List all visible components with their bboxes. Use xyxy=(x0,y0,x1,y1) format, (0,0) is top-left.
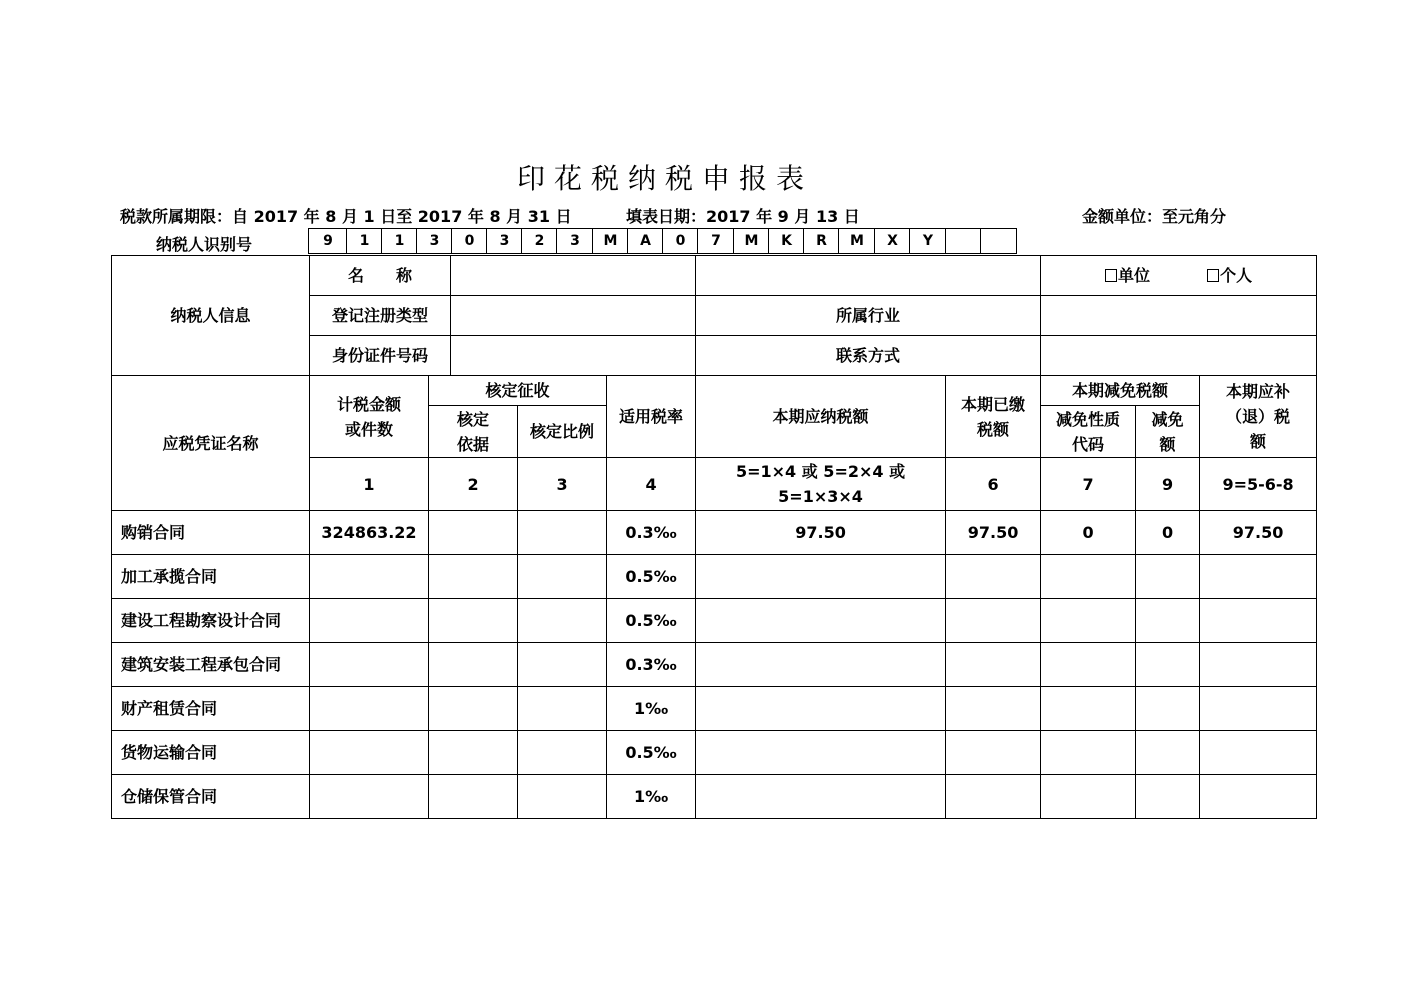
relief-amount-cell[interactable] xyxy=(1136,731,1200,775)
name-field[interactable] xyxy=(451,256,696,296)
assessed-basis-cell[interactable] xyxy=(429,731,518,775)
contact-label: 联系方式 xyxy=(696,336,1041,376)
refund-cell[interactable] xyxy=(1200,643,1317,687)
relief-amount-cell[interactable] xyxy=(1136,687,1200,731)
id-doc-label: 身份证件号码 xyxy=(310,336,451,376)
refund-cell[interactable] xyxy=(1200,555,1317,599)
taxpayer-id-char-box[interactable]: K xyxy=(768,228,804,254)
col-refund-line2: （退）税 xyxy=(1226,407,1291,426)
voucher-name-cell: 加工承揽合同 xyxy=(112,555,310,599)
col-payable: 本期应纳税额 xyxy=(696,376,946,458)
assessed-ratio-cell[interactable] xyxy=(518,731,607,775)
rate-cell: 0.5‰ xyxy=(607,599,696,643)
refund-cell[interactable] xyxy=(1200,687,1317,731)
col-assessed: 核定征收 xyxy=(429,376,607,406)
col-amount-line1: 计税金额 xyxy=(336,394,401,414)
table-row xyxy=(112,599,1317,643)
relief-code-cell[interactable] xyxy=(1041,599,1136,643)
taxpayer-type-options xyxy=(1041,256,1317,296)
rate-cell: 1‰ xyxy=(607,687,696,731)
paid-cell[interactable] xyxy=(946,687,1041,731)
taxpayer-id-char-box[interactable]: 3 xyxy=(556,228,593,254)
rate-cell: 0.3‰ xyxy=(607,643,696,687)
assessed-basis-cell[interactable] xyxy=(429,687,518,731)
taxpayer-id-char-box[interactable]: M xyxy=(592,228,628,254)
relief-code-cell[interactable] xyxy=(1041,643,1136,687)
taxpayer-id-char-box[interactable]: 1 xyxy=(346,228,382,254)
assessed-basis-cell[interactable] xyxy=(429,643,518,687)
col-relief-code xyxy=(1041,406,1136,458)
taxpayer-id-char-box[interactable]: M xyxy=(733,228,769,254)
voucher-name-cell: 仓储保管合同 xyxy=(112,775,310,819)
name-label: 名 称 xyxy=(310,256,451,296)
table-row xyxy=(112,731,1317,775)
col-assessed-ratio: 核定比例 xyxy=(518,406,607,458)
payable-cell[interactable] xyxy=(696,687,946,731)
reg-type-label: 登记注册类型 xyxy=(310,296,451,336)
relief-amount-cell[interactable] xyxy=(1136,555,1200,599)
voucher-name-cell: 建筑安装工程承包合同 xyxy=(112,643,310,687)
rate-cell: 0.5‰ xyxy=(607,555,696,599)
paid-cell[interactable] xyxy=(946,555,1041,599)
taxpayer-id-char-box[interactable] xyxy=(945,228,981,254)
assessed-ratio-cell[interactable] xyxy=(518,511,607,555)
name-extra-field[interactable] xyxy=(696,256,1041,296)
taxpayer-id-char-box[interactable]: 3 xyxy=(486,228,522,254)
amount-unit: 金额单位：至元角分 xyxy=(1082,207,1227,226)
col-paid-line1: 本期已缴 xyxy=(961,394,1026,414)
taxpayer-id-char-box[interactable]: M xyxy=(838,228,875,254)
col-number-4: 4 xyxy=(607,458,696,511)
paid-cell[interactable] xyxy=(946,599,1041,643)
taxpayer-id-char-box[interactable]: 9 xyxy=(308,228,347,254)
payable-cell[interactable] xyxy=(696,599,946,643)
col-number-7: 7 xyxy=(1041,458,1136,511)
col-voucher-name: 应税凭证名称 xyxy=(112,376,310,511)
refund-cell[interactable]: 97.50 xyxy=(1200,511,1317,555)
table-row xyxy=(112,775,1317,819)
unit-checkbox[interactable] xyxy=(1105,266,1150,285)
col-paid-line2: 税额 xyxy=(977,419,1010,439)
assessed-ratio-cell[interactable] xyxy=(518,643,607,687)
taxpayer-info-label: 纳税人信息 xyxy=(112,256,310,376)
payable-cell[interactable] xyxy=(696,643,946,687)
col-number-6: 6 xyxy=(946,458,1041,511)
table-row xyxy=(112,687,1317,731)
fill-date: 填表日期：2017 年 9 月 13 日 xyxy=(626,207,860,226)
assessed-basis-cell[interactable] xyxy=(429,599,518,643)
assessed-ratio-cell[interactable] xyxy=(518,599,607,643)
taxpayer-id-char-box[interactable]: 0 xyxy=(451,228,487,254)
assessed-ratio-cell[interactable] xyxy=(518,775,607,819)
relief-code-cell[interactable] xyxy=(1041,687,1136,731)
taxpayer-id-char-box[interactable]: 3 xyxy=(416,228,452,254)
col-number-3: 3 xyxy=(518,458,607,511)
amount-cell[interactable] xyxy=(310,731,429,775)
industry-field[interactable] xyxy=(1041,296,1317,336)
taxpayer-id-char-box[interactable]: 1 xyxy=(381,228,417,254)
taxpayer-id-char-box[interactable] xyxy=(980,228,1017,254)
payable-cell[interactable] xyxy=(696,731,946,775)
table-row xyxy=(112,511,1317,555)
assessed-basis-cell[interactable] xyxy=(429,775,518,819)
amount-cell[interactable] xyxy=(310,643,429,687)
relief-code-cell[interactable] xyxy=(1041,775,1136,819)
assessed-ratio-cell[interactable] xyxy=(518,687,607,731)
paid-cell[interactable]: 97.50 xyxy=(946,511,1041,555)
relief-amount-cell[interactable] xyxy=(1136,599,1200,643)
paid-cell[interactable] xyxy=(946,731,1041,775)
table-row xyxy=(112,643,1317,687)
taxpayer-id-char-box[interactable]: Y xyxy=(909,228,946,254)
col-paid xyxy=(946,376,1041,458)
table-row xyxy=(112,555,1317,599)
voucher-name-cell: 财产租赁合同 xyxy=(112,687,310,731)
refund-cell[interactable] xyxy=(1200,599,1317,643)
payable-cell[interactable] xyxy=(696,555,946,599)
voucher-name-cell: 购销合同 xyxy=(112,511,310,555)
checkbox-icon xyxy=(1207,269,1219,282)
assessed-basis-cell[interactable] xyxy=(429,511,518,555)
id-doc-field[interactable] xyxy=(451,336,696,376)
col-assessed-basis-line1: 核定 xyxy=(457,409,490,429)
info-row-name xyxy=(112,256,1317,296)
col-refund-line1: 本期应补 xyxy=(1226,382,1291,401)
col-amount xyxy=(310,376,429,458)
col-number-5-line2: 5=1×3×4 xyxy=(778,487,863,506)
col-relief-code-line2: 代码 xyxy=(1072,434,1105,454)
col-number-2: 2 xyxy=(429,458,518,511)
reg-type-field[interactable] xyxy=(451,296,696,336)
column-header-row-1 xyxy=(112,376,1317,406)
taxpayer-id-label: 纳税人识别号 xyxy=(156,235,253,254)
personal-checkbox[interactable] xyxy=(1207,266,1252,285)
col-amount-line2: 或件数 xyxy=(344,419,393,439)
industry-label: 所属行业 xyxy=(696,296,1041,336)
rate-cell: 0.3‰ xyxy=(607,511,696,555)
col-number-8: 9 xyxy=(1136,458,1200,511)
assessed-ratio-cell[interactable] xyxy=(518,555,607,599)
payable-cell[interactable]: 97.50 xyxy=(696,511,946,555)
refund-cell[interactable] xyxy=(1200,731,1317,775)
col-relief-amount xyxy=(1136,406,1200,458)
col-relief-amount-line1: 减免 xyxy=(1151,409,1184,429)
amount-cell[interactable] xyxy=(310,599,429,643)
col-number-5-line1: 5=1×4 或 5=2×4 或 xyxy=(735,462,906,481)
voucher-name-cell: 货物运输合同 xyxy=(112,731,310,775)
taxpayer-id-char-box[interactable]: 7 xyxy=(697,228,734,254)
voucher-name-cell: 建设工程勘察设计合同 xyxy=(112,599,310,643)
assessed-basis-cell[interactable] xyxy=(429,555,518,599)
declaration-table xyxy=(111,255,1317,819)
col-number-9: 9=5-6-8 xyxy=(1200,458,1317,511)
relief-amount-cell[interactable] xyxy=(1136,643,1200,687)
col-refund-line3: 额 xyxy=(1250,432,1267,451)
amount-cell[interactable] xyxy=(310,555,429,599)
taxpayer-id-char-box[interactable]: 0 xyxy=(662,228,698,254)
rate-cell: 1‰ xyxy=(607,775,696,819)
col-refund xyxy=(1200,376,1317,458)
col-relief-amount-line2: 额 xyxy=(1159,434,1176,454)
payable-cell[interactable] xyxy=(696,775,946,819)
relief-amount-cell[interactable] xyxy=(1136,775,1200,819)
contact-field[interactable] xyxy=(1041,336,1317,376)
paid-cell[interactable] xyxy=(946,775,1041,819)
taxpayer-id-char-box[interactable]: X xyxy=(874,228,910,254)
taxpayer-id-char-box[interactable]: A xyxy=(627,228,663,254)
paid-cell[interactable] xyxy=(946,643,1041,687)
refund-cell[interactable] xyxy=(1200,775,1317,819)
col-assessed-basis-line2: 依据 xyxy=(457,434,490,454)
personal-option-label: 个人 xyxy=(1220,266,1253,285)
col-relief: 本期减免税额 xyxy=(1041,376,1200,406)
form-title: 印花税纳税申报表 xyxy=(516,162,813,195)
col-rate: 适用税率 xyxy=(607,376,696,458)
amount-cell[interactable] xyxy=(310,775,429,819)
col-relief-code-line1: 减免性质 xyxy=(1056,409,1121,429)
col-number-1: 1 xyxy=(310,458,429,511)
taxpayer-id-char-box[interactable]: R xyxy=(803,228,839,254)
taxpayer-id-char-box[interactable]: 2 xyxy=(521,228,557,254)
checkbox-icon xyxy=(1105,269,1117,282)
relief-code-cell[interactable] xyxy=(1041,731,1136,775)
col-assessed-basis xyxy=(429,406,518,458)
relief-amount-cell[interactable]: 0 xyxy=(1136,511,1200,555)
relief-code-cell[interactable] xyxy=(1041,555,1136,599)
relief-code-cell[interactable]: 0 xyxy=(1041,511,1136,555)
amount-cell[interactable] xyxy=(310,687,429,731)
amount-cell[interactable]: 324863.22 xyxy=(310,511,429,555)
col-number-5 xyxy=(696,458,946,511)
rate-cell: 0.5‰ xyxy=(607,731,696,775)
tax-period: 税款所属期限：自 2017 年 8 月 1 日至 2017 年 8 月 31 日 xyxy=(120,207,572,226)
unit-option-label: 单位 xyxy=(1117,266,1150,285)
